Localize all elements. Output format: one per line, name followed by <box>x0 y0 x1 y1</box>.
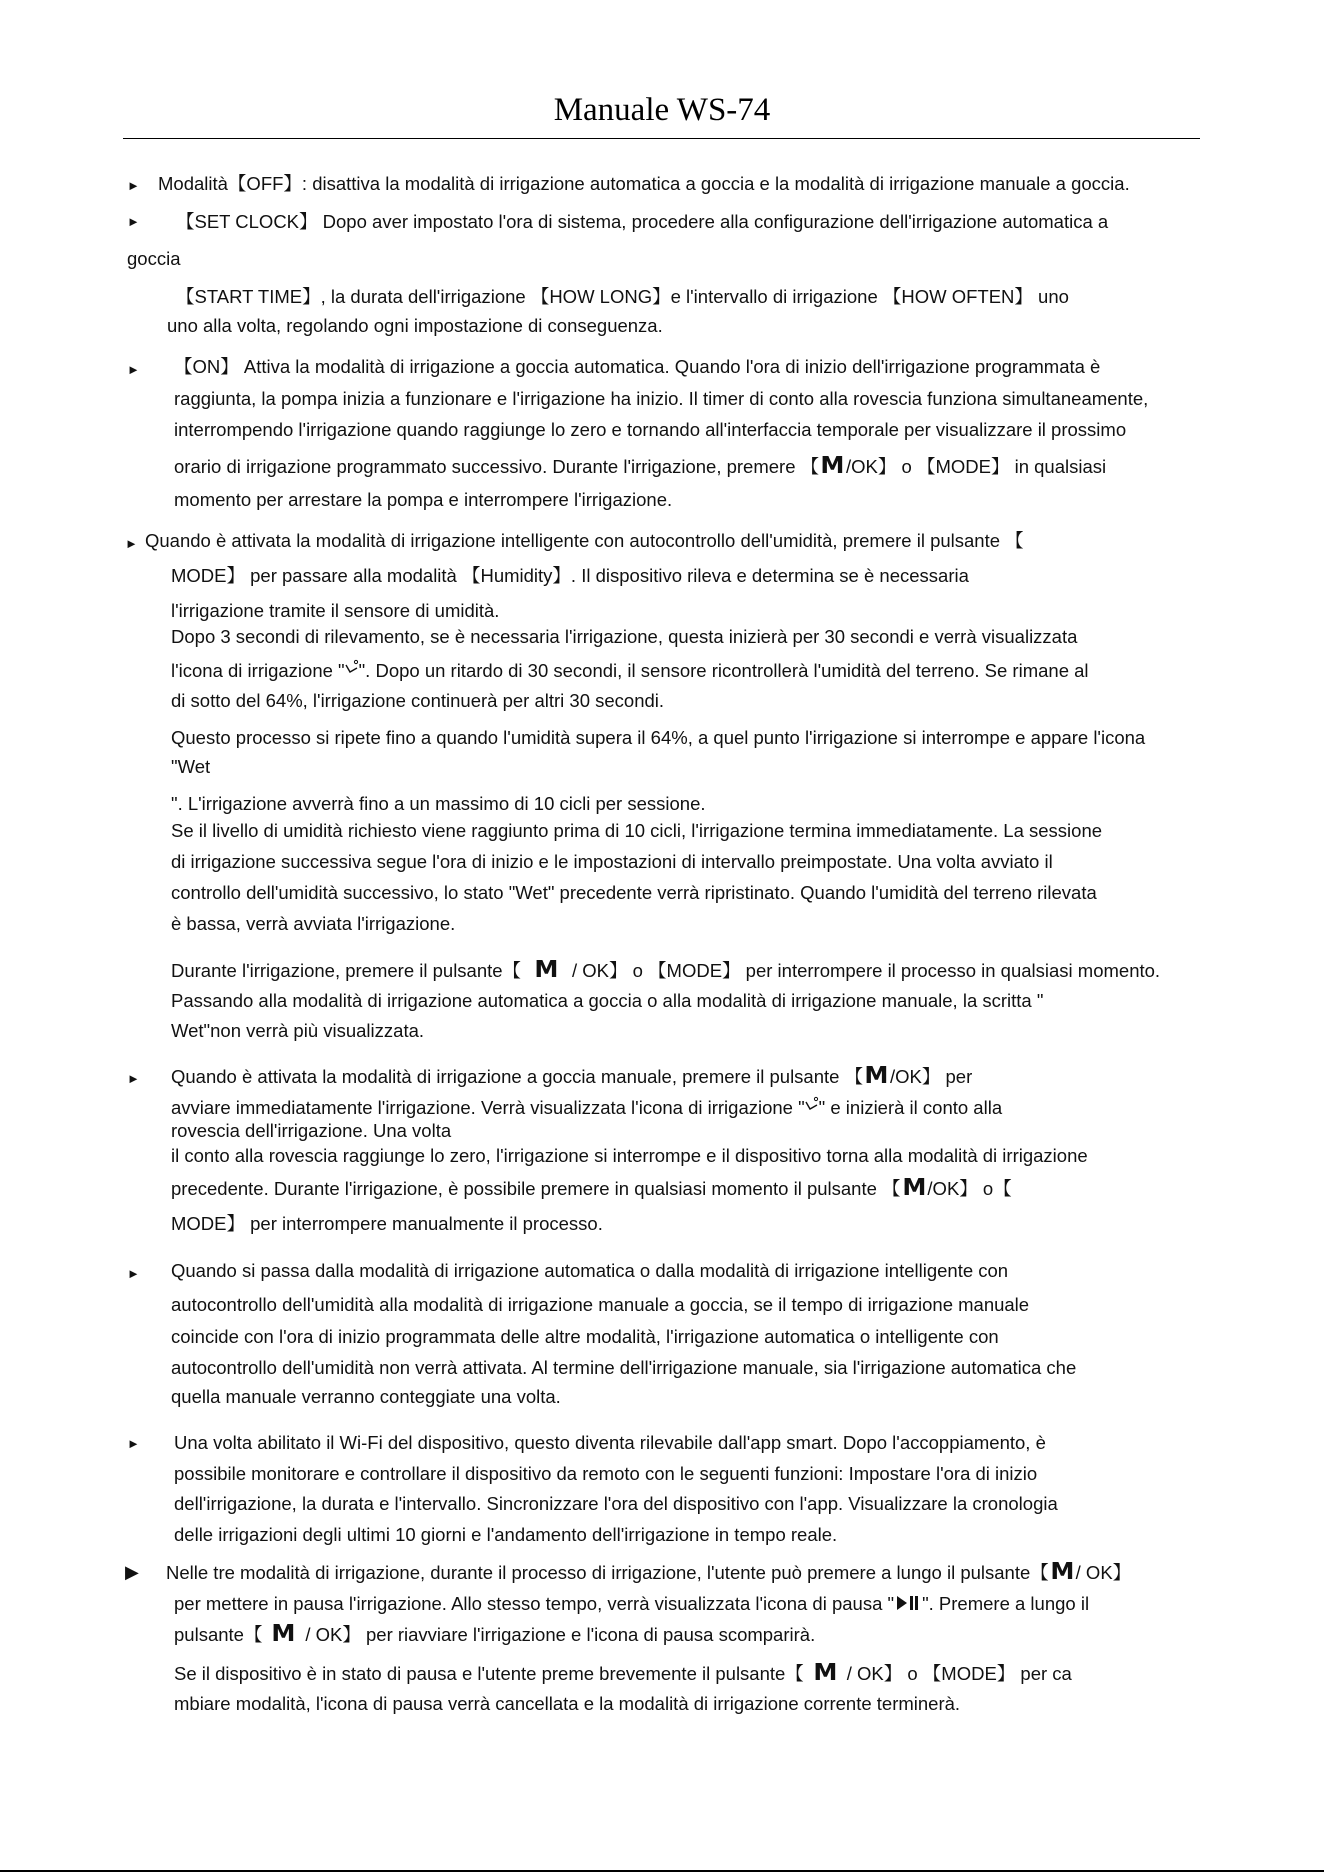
m-button-icon: M <box>813 1660 838 1686</box>
text-line: MODE】 per interrompere manualmente il processo. <box>171 1213 603 1234</box>
m-button-icon: M <box>271 1621 296 1647</box>
text-line: mbiare modalità, l'icona di pausa verrà cancellata e la modalità di irrigazione corrente terminerà. <box>174 1693 961 1714</box>
text-line: Durante l'irrigazione, premere il pulsante【 M / OK】 o 【MODE】 per interrompere il processo in qualsiasi momento. <box>171 957 1161 983</box>
bullet-icon: ► <box>127 1071 140 1086</box>
bullet-icon: ► <box>127 178 140 193</box>
text-line: Modalità【OFF】: disattiva la modalità di irrigazione automatica a goccia e la modalità di irrigazione manuale a goccia. <box>158 173 1130 194</box>
text-line: autocontrollo dell'umidità alla modalità di irrigazione manuale a goccia, se il tempo di irrigazione manuale <box>171 1294 1030 1315</box>
text-line: Se il dispositivo è in stato di pausa e l'utente preme brevemente il pulsante【 M / OK】 o 【MODE】 per ca <box>174 1660 1072 1686</box>
text-line: quella manuale verranno conteggiate una volta. <box>171 1386 561 1407</box>
text-line: Questo processo si ripete fino a quando l'umidità supera il 64%, a quel punto l'irrigazione si interrompe e appare l'icona <box>171 727 1146 748</box>
bullet-icon: ► <box>127 214 140 229</box>
text-line: raggiunta, la pompa inizia a funzionare e l'irrigazione ha inizio. Il timer di conto alla rovescia funziona simultaneamente, <box>174 388 1149 409</box>
text-line: Wet"non verrà più visualizzata. <box>171 1020 425 1041</box>
bullet-icon: ► <box>125 536 138 551</box>
text-line: goccia <box>127 248 181 269</box>
bullet-icon: ► <box>127 362 140 377</box>
text-line: delle irrigazioni degli ultimi 10 giorni e l'andamento dell'irrigazione in tempo reale. <box>174 1524 838 1545</box>
text-line: controllo dell'umidità successivo, lo stato "Wet" precedente verrà ripristinato. Quando l'umidità del terreno rilevata <box>171 882 1097 903</box>
text-line: Nelle tre modalità di irrigazione, durante il processo di irrigazione, l'utente può premere a lungo il pulsante【M/ OK】 <box>166 1559 1132 1585</box>
text-line: pulsante【 M / OK】 per riavviare l'irrigazione e l'icona di pausa scomparirà. <box>174 1621 816 1647</box>
m-button-icon: M <box>864 1063 889 1089</box>
text-line: è bassa, verrà avviata l'irrigazione. <box>171 913 456 934</box>
text-line: Una volta abilitato il Wi-Fi del dispositivo, questo diventa rilevabile dall'app smart. Dopo l'accoppiamento, è <box>174 1432 1046 1453</box>
text-line: possibile monitorare e controllare il dispositivo da remoto con le seguenti funzioni: Impostare l'ora di inizio <box>174 1463 1038 1484</box>
page-title: Manuale WS-74 <box>553 92 771 128</box>
text-line: rovescia dell'irrigazione. Una volta <box>171 1120 452 1141</box>
text-line: precedente. Durante l'irrigazione, è possibile premere in qualsiasi momento il pulsante 【M/OK】 o【 <box>171 1175 1012 1201</box>
text-line: 【ON】 Attiva la modalità di irrigazione a goccia automatica. Quando l'ora di inizio dell'irrigazione programmata è <box>174 356 1101 377</box>
text-line: Passando alla modalità di irrigazione automatica a goccia o alla modalità di irrigazione manuale, la scritta " <box>171 990 1044 1011</box>
text-line: ". L'irrigazione avverrà fino a un massimo di 10 cicli per sessione. <box>171 793 706 814</box>
bullet-icon: ► <box>127 1436 140 1451</box>
text-line: 【START TIME】, la durata dell'irrigazione 【HOW LONG】e l'intervallo di irrigazione 【HOW OFTEN】 uno <box>176 286 1069 307</box>
text-line: dell'irrigazione, la durata e l'intervallo. Sincronizzare l'ora del dispositivo con l'app. Visualizzare la cronologia <box>174 1493 1058 1514</box>
text-line: interrompendo l'irrigazione quando raggiunge lo zero e tornando all'interfaccia temporale per visualizzare il prossimo <box>174 419 1127 440</box>
m-button-icon: M <box>820 453 845 479</box>
text-line: orario di irrigazione programmato successivo. Durante l'irrigazione, premere 【M/OK】 o 【MODE】 in qualsiasi <box>174 453 1107 479</box>
text-line: l'irrigazione tramite il sensore di umidità. <box>171 600 500 621</box>
title-divider <box>123 138 1200 139</box>
m-button-icon: M <box>901 1175 926 1201</box>
m-button-icon: M <box>1050 1559 1075 1585</box>
bullet-icon: ► <box>127 1266 140 1281</box>
text-line: coincide con l'ora di inizio programmata delle altre modalità, l'irrigazione automatica o intelligente con <box>171 1326 999 1347</box>
irrigation-icon <box>805 1096 819 1112</box>
text-line: il conto alla rovescia raggiunge lo zero, l'irrigazione si interrompe e il dispositivo torna alla modalità di irrigazione <box>171 1145 1088 1166</box>
text-line: "Wet <box>171 756 211 777</box>
bullet-icon: ▶ <box>125 1562 139 1582</box>
text-line: 【SET CLOCK】 Dopo aver impostato l'ora di sistema, procedere alla configurazione dell'irrigazione automatica a <box>176 211 1109 232</box>
text-line: avviare immediatamente l'irrigazione. Verrà visualizzata l'icona di irrigazione " " e inizierà il conto alla <box>171 1097 1003 1118</box>
m-button-icon: M <box>534 957 559 983</box>
pause-icon <box>896 1593 920 1613</box>
text-line: per mettere in pausa l'irrigazione. Allo stesso tempo, verrà visualizzata l'icona di pausa " ". Premere a lungo il <box>174 1593 1090 1614</box>
text-line: MODE】 per passare alla modalità 【Humidity】. Il dispositivo rileva e determina se è necessaria <box>171 565 969 586</box>
text-line: uno alla volta, regolando ogni impostazione di conseguenza. <box>167 315 663 336</box>
text-line: momento per arrestare la pompa e interrompere l'irrigazione. <box>174 489 673 510</box>
text-line: di sotto del 64%, l'irrigazione continuerà per altri 30 secondi. <box>171 690 665 711</box>
irrigation-icon <box>345 659 359 675</box>
text-line: Dopo 3 secondi di rilevamento, se è necessaria l'irrigazione, questa inizierà per 30 secondi e verrà visualizzata <box>171 626 1078 647</box>
text-line: di irrigazione successiva segue l'ora di inizio e le impostazioni di intervallo preimpostate. Una volta avviato il <box>171 851 1053 872</box>
text-line: Quando è attivata la modalità di irrigazione a goccia manuale, premere il pulsante 【M/OK】 per <box>171 1063 973 1089</box>
text-line: Quando è attivata la modalità di irrigazione intelligente con autocontrollo dell'umidità, premere il pulsante 【 <box>145 530 1024 551</box>
text-line: Quando si passa dalla modalità di irrigazione automatica o dalla modalità di irrigazione intelligente con <box>171 1260 1009 1281</box>
text-line: autocontrollo dell'umidità non verrà attivata. Al termine dell'irrigazione manuale, sia l'irrigazione automatica che <box>171 1357 1077 1378</box>
text-line: Se il livello di umidità richiesto viene raggiunto prima di 10 cicli, l'irrigazione termina immediatamente. La sessione <box>171 820 1103 841</box>
text-line: l'icona di irrigazione " ". Dopo un ritardo di 30 secondi, il sensore ricontrollerà l'umidità del terreno. Se rimane al <box>171 660 1089 681</box>
